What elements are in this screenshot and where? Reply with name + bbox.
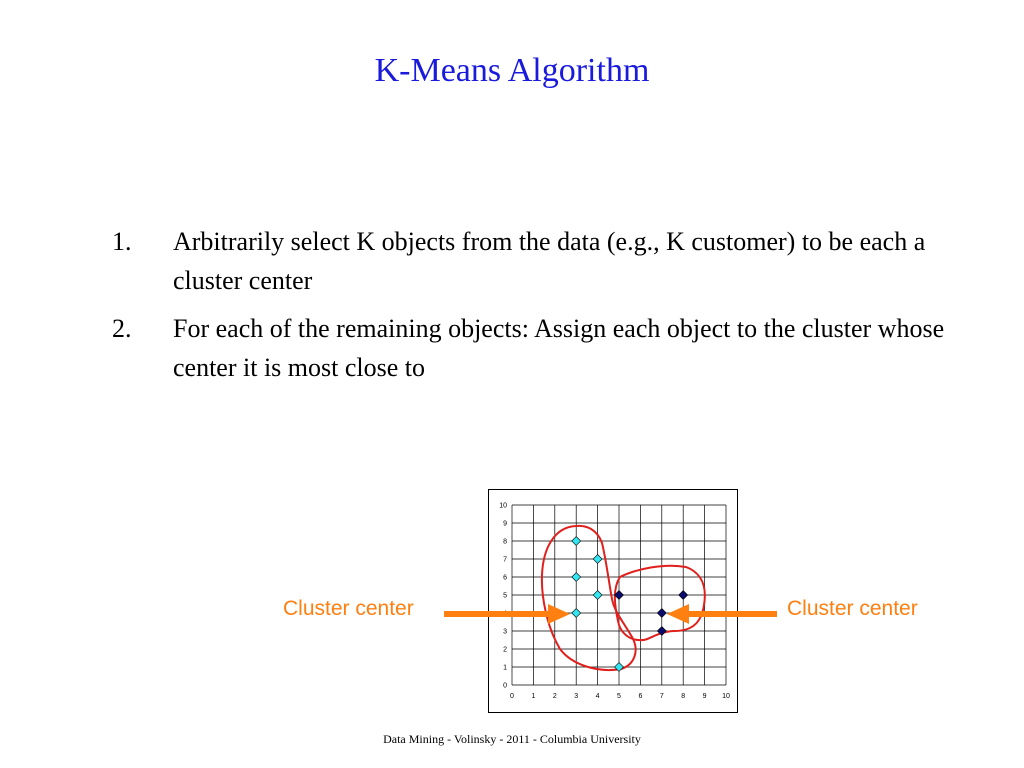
y-tick-label: 1 [503, 664, 507, 672]
y-tick-label: 8 [503, 538, 507, 546]
x-tick-label: 8 [681, 693, 686, 700]
y-tick-label: 0 [503, 682, 507, 690]
x-tick-label: 9 [702, 693, 707, 700]
x-tick-label: 2 [552, 693, 557, 700]
y-tick-label: 10 [499, 502, 507, 510]
callout-cluster-center-right: Cluster center [787, 597, 918, 620]
y-tick-label: 6 [503, 574, 507, 582]
x-tick-label: 1 [531, 693, 536, 700]
callout-cluster-center-left: Cluster center [283, 597, 414, 620]
slide-footer: Data Mining - Volinsky - 2011 - Columbia University [383, 732, 641, 746]
x-tick-label: 3 [574, 693, 579, 700]
y-tick-label: 2 [503, 646, 507, 654]
x-tick-label: 10 [722, 693, 730, 700]
x-tick-label: 5 [617, 693, 621, 700]
y-tick-label: 9 [503, 520, 507, 528]
y-tick-label: 3 [503, 628, 507, 636]
bullet-text: Arbitrarily select K objects from the data (e.g., K customer) to be each a cluster center [173, 227, 926, 295]
bullet-text: For each of the remaining objects: Assign each object to the cluster whose center it is most close to [173, 314, 945, 382]
x-tick-label: 4 [595, 693, 600, 700]
x-tick-label: 6 [638, 693, 643, 700]
bullet-list [112, 222, 992, 396]
y-tick-label: 7 [503, 556, 507, 564]
y-tick-label: 4 [503, 610, 507, 618]
bullet-number: 2. [112, 314, 132, 343]
x-tick-label: 0 [510, 693, 514, 700]
bullet-item [112, 222, 992, 300]
slide-title: K-Means Algorithm [374, 52, 650, 89]
y-tick-label: 5 [503, 592, 507, 600]
x-tick-label: 7 [659, 693, 664, 700]
bullet-number: 1. [112, 227, 132, 256]
scatter-chart [488, 489, 738, 713]
bullet-item [112, 309, 992, 387]
